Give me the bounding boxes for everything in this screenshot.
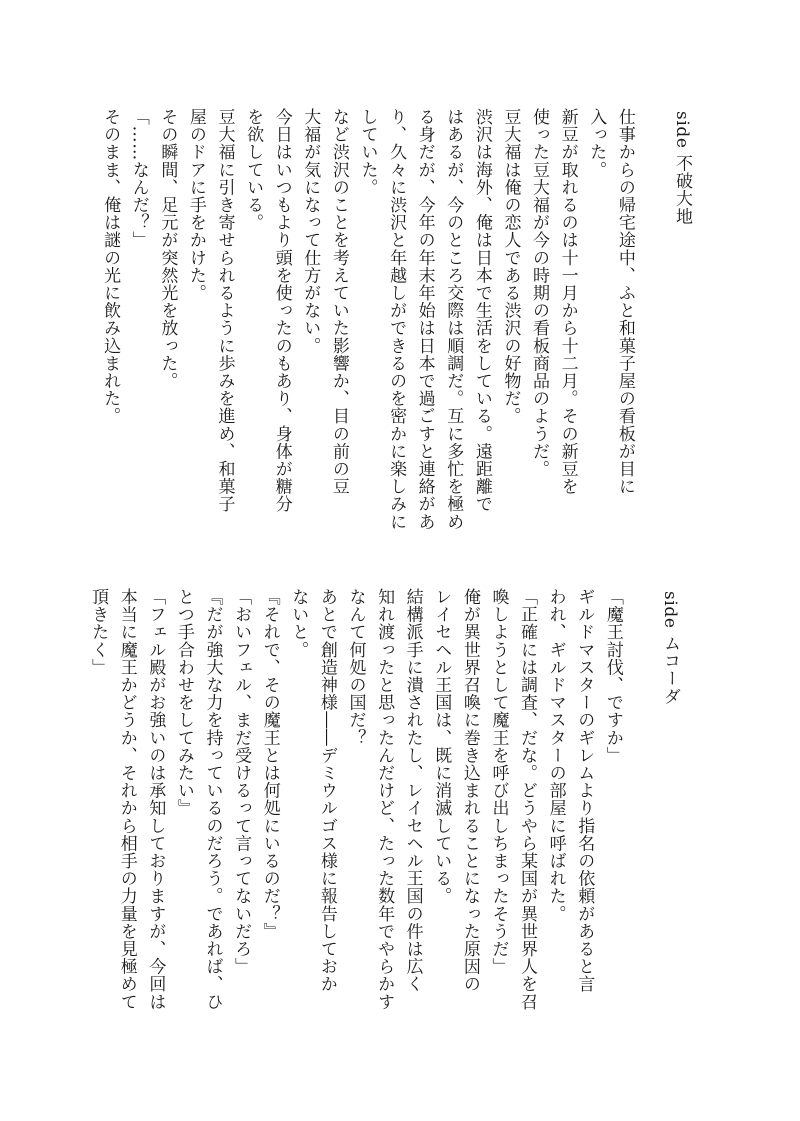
text-line: 結構派手に潰されたし、レイセヘル王国の件は広く bbox=[402, 588, 423, 993]
text-line: り、久々に渋沢と年越しができるのを密かに楽しみに bbox=[386, 108, 407, 531]
text-line: 『それで、その魔王とは何処にいるのだ？』 bbox=[259, 588, 280, 940]
text-line: していた。 bbox=[357, 108, 378, 196]
text-line: 新豆が取れるのは十一月から十二月。その新豆を bbox=[557, 108, 578, 496]
section-heading: side ムコーダ bbox=[660, 591, 680, 705]
text-line: 頂きたく」 bbox=[88, 588, 109, 676]
text-line: を欲している。 bbox=[243, 108, 264, 232]
text-line: ギルドマスターのギレムより指名の依頼があると言 bbox=[574, 588, 595, 993]
section-heading: side 不破大地 bbox=[672, 111, 692, 225]
text-line: など渋沢のことを考えていた影響か、目の前の豆 bbox=[328, 108, 349, 496]
text-line: あとで創造神様――デミウルゴス様に報告しておか bbox=[316, 588, 337, 993]
blank-line bbox=[627, 588, 656, 1048]
blank-line bbox=[639, 108, 668, 578]
text-line: 知れ渡ったと思ったんだけど、たった数年でやらかす bbox=[374, 588, 395, 1011]
text-line: 屋のドアに手をかけた。 bbox=[185, 108, 206, 302]
text-line: 入った。 bbox=[586, 108, 607, 179]
text-line: 使った豆大福が今の時期の看板商品のようだ。 bbox=[529, 108, 550, 478]
text-line: レイセヘル王国は、既に消滅している。 bbox=[431, 588, 452, 905]
text-line: 大福が気になって仕方がない。 bbox=[300, 108, 321, 355]
text-line: 『だが強大な力を持っているのだろう。であれば、ひ bbox=[202, 588, 223, 1011]
text-line: とつ手合わせをしてみたい』 bbox=[173, 588, 194, 817]
text-line: 「魔王討伐、ですか」 bbox=[602, 588, 623, 764]
text-line: 豆大福に引き寄せられるように歩みを進め、和菓子 bbox=[214, 108, 235, 513]
text-line: 豆大福は俺の恋人である渋沢の好物だ。 bbox=[500, 108, 521, 425]
section-fuwa-daichi bbox=[96, 108, 696, 578]
text-line: 「……なんだ？」 bbox=[128, 108, 149, 249]
text-line: その瞬間、足元が突然光を放った。 bbox=[157, 108, 178, 390]
text-line: 「正確には調査、だな。どうやら某国が異世界人を召 bbox=[517, 588, 538, 1011]
text-line: なんて何処の国だ？ bbox=[345, 588, 366, 747]
text-line: 俺が異世界召喚に巻き込まれることになった原因の bbox=[459, 588, 480, 993]
text-line: ないと。 bbox=[288, 588, 309, 659]
text-line: はあるが、今のところ交際は順調だ。互に多忙を極め bbox=[443, 108, 464, 531]
text-line: 渋沢は海外、俺は日本で生活をしている。遠距離で bbox=[471, 108, 492, 513]
text-line: 仕事からの帰宅途中、ふと和菓子屋の看板が目に bbox=[614, 108, 635, 496]
text-line: 本当に魔王かどうか、それから相手の力量を見極めて bbox=[116, 588, 137, 1011]
text-line: 「フェル殿がお強いのは承知しておりますが、今回は bbox=[145, 588, 166, 1011]
text-line: 今日はいつもより頭を使ったのもあり、身体が糖分 bbox=[271, 108, 292, 513]
text-line: われ、ギルドマスターの部屋に呼ばれた。 bbox=[545, 588, 566, 923]
text-line: 喚しようとして魔王を呼び出しちまったそうだ」 bbox=[488, 588, 509, 976]
section-mukouda bbox=[84, 588, 684, 1048]
text-line: そのまま、俺は謎の光に飲み込まれた。 bbox=[100, 108, 121, 425]
text-line: る身だが、今年の年末年始は日本で過ごすと連絡があ bbox=[414, 108, 435, 531]
text-line: 「おいフェル、まだ受けるって言ってないだろ」 bbox=[231, 588, 252, 976]
